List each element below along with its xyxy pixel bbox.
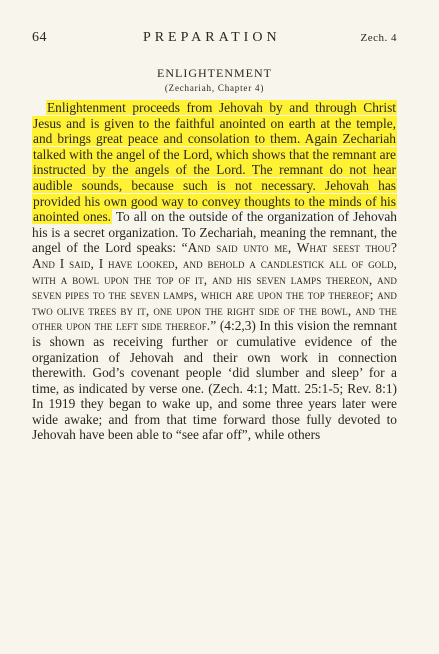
running-title: PREPARATION: [142, 30, 281, 45]
page-header: [32, 30, 397, 56]
section-title: ENLIGHTENMENT: [157, 66, 272, 80]
body-text: [32, 100, 397, 443]
page-number: 64: [32, 30, 47, 45]
paragraph: [32, 100, 397, 443]
section-subtitle: (Zechariah, Chapter 4): [164, 83, 265, 93]
scripture-quote: “And said unto me, What seest thou? And I said, I have looked, and behold a candlestick all of gold, with a bowl upon the top of it, and his seven lamps thereon, and seven pipes to the seven lamps, which are upon the top thereof; and two olive trees by it, one upon the right side of the bowl, and the other upon the left side thereof.”: [32, 240, 397, 334]
text-before-quote: To all on the outside of the organization of Jehovah his is a secret organization. To Zechariah, meaning the remnant, the angel of the Lord speaks:: [32, 209, 397, 256]
running-reference: Zech. 4: [360, 32, 397, 44]
highlighted-passage: Enlightenment proceeds from Jehovah by and through Christ Jesus and is given to the faithful anointed on earth at the temple, and brings great peace and consolation to them. Again Zechariah talked with the angel of the Lord, which shows that the remnant are instructed by the angels of the Lord. The remnant do not hear audible sounds, because such is not necessary. Jehovah has provided his own good way to convey thoughts to the minds of his anointed ones.: [33, 100, 396, 225]
text-after-quote: (4:2,3) In this vision the remnant is shown as receiving further or cumulative evidence of the organization of Jehovah and their own work in connection therewith. God’s covenant people ‘did slumber and sleep’ for a time, as indicated by verse one. (Zech. 4:1; Matt. 25:1-5; Rev. 8:1) In 1919 they began to wake up, and some three years later were wide awake; and from that time forward those fully devoted to Jehovah have been able to “see afar off”, while others: [32, 318, 397, 443]
